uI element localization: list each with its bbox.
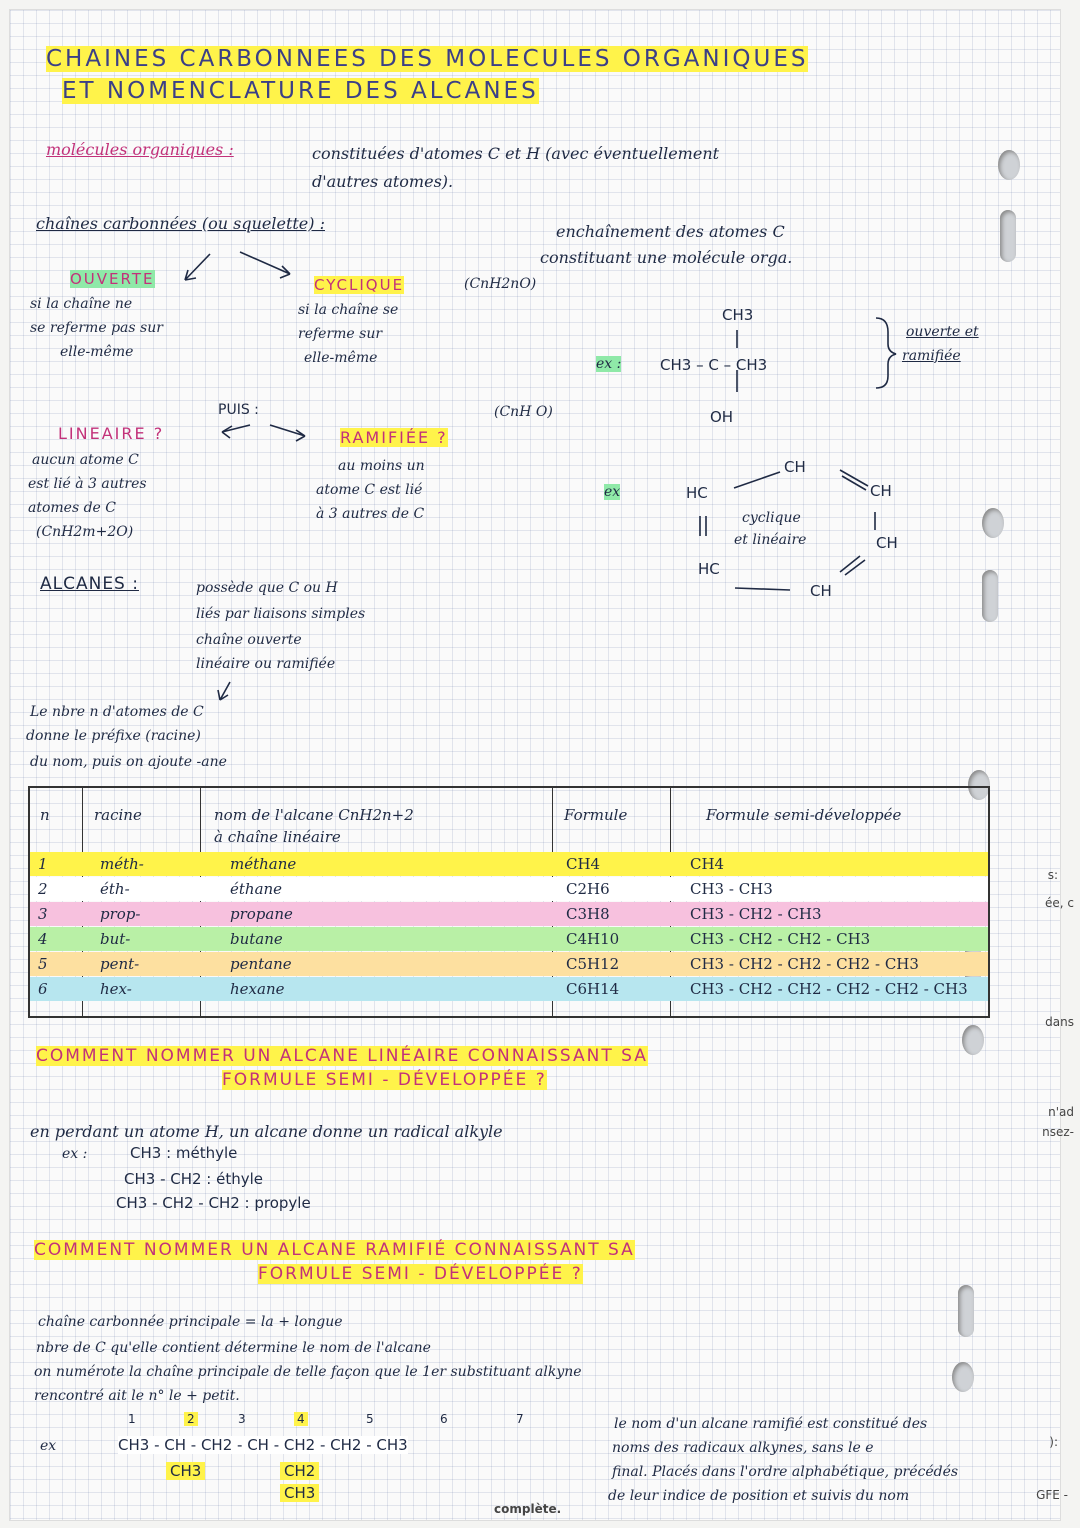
radical-ex: ex : <box>62 1146 88 1162</box>
row-semi: CH3 - CH2 - CH3 <box>690 905 822 923</box>
puis-label: PUIS : <box>218 402 259 418</box>
ex3-chain-text: CH3 - CH - CH2 - CH - CH2 - CH2 - CH3 <box>118 1436 408 1454</box>
alcanes-title: ALCANES : <box>40 574 139 594</box>
alkanes-table <box>28 786 990 1018</box>
q2-line-1: COMMENT NOMMER UN ALCANE RAMIFIÉ CONNAISSANT SA <box>34 1240 635 1260</box>
title-line-1: CHAINES CARBONNEES DES MOLECULES ORGANIQUES <box>46 46 809 72</box>
prefix-note-2: donne le préfixe (racine) <box>26 728 201 744</box>
table-row <box>30 852 988 876</box>
row-racine: hex- <box>100 980 132 998</box>
prefix-note-1: Le nbre n d'atomes de C <box>30 704 204 720</box>
org-text-1: constituées d'atomes C et H (avec éventuellement <box>312 144 720 163</box>
open-title <box>70 270 155 288</box>
ex3-num: 5 <box>366 1412 374 1426</box>
row-nom: hexane <box>230 980 285 998</box>
rule-3: on numérote la chaîne principale de telle façon que le 1er substituant alkyne <box>34 1364 582 1380</box>
ex2-note-2: et linéaire <box>734 532 807 548</box>
org-label: molécules organiques : <box>46 140 234 159</box>
row-n: 3 <box>38 905 48 923</box>
name-rule-1: le nom d'un alcane ramifié est constitué des <box>614 1416 928 1432</box>
footer-fragment: complète. <box>494 1502 562 1516</box>
ex2-note-1: cyclique <box>742 510 801 526</box>
row-racine: éth- <box>100 880 130 898</box>
org-text-2: d'autres atomes). <box>312 172 454 191</box>
alcanes-desc-3: chaîne ouverte <box>196 632 302 648</box>
rule-1: chaîne carbonnée principale = la + longue <box>38 1314 343 1330</box>
branched-title <box>340 428 448 447</box>
q1-title-2 <box>222 1070 547 1090</box>
row-semi: CH3 - CH2 - CH2 - CH3 <box>690 930 871 948</box>
row-formule: C4H10 <box>566 930 620 948</box>
row-n: 5 <box>38 955 48 973</box>
side-fragment: s: <box>1047 868 1058 882</box>
row-formule: CH4 <box>566 855 601 873</box>
cyclic-title-text: CYCLIQUE <box>314 276 405 294</box>
name-rule-4: de leur indice de position et suivis du nom <box>608 1488 910 1504</box>
ex3-num: 1 <box>128 1412 136 1426</box>
radical-item-1: CH3 : méthyle <box>130 1144 238 1162</box>
linear-desc-3: atomes de C <box>28 500 117 516</box>
table-row <box>30 902 988 926</box>
row-formule: C6H14 <box>566 980 620 998</box>
row-nom: méthane <box>230 855 297 873</box>
row-semi: CH3 - CH3 <box>690 880 773 898</box>
chains-text-2: constituant une molécule orga. <box>540 248 793 267</box>
side-fragment: nsez- <box>1042 1125 1074 1139</box>
th-formule: Formule <box>564 806 628 824</box>
ex1-bottom: OH <box>710 408 734 426</box>
table-row <box>30 952 988 976</box>
row-semi: CH3 - CH2 - CH2 - CH2 - CH2 - CH3 <box>690 980 968 998</box>
q2-line-2: FORMULE SEMI - DÉVELOPPÉE ? <box>258 1264 583 1284</box>
alcanes-desc-2: liés par liaisons simples <box>196 606 366 622</box>
row-racine: but- <box>100 930 131 948</box>
table-row <box>30 927 988 951</box>
row-n: 2 <box>38 880 48 898</box>
row-n: 4 <box>38 930 48 948</box>
side-fragment: GFE - <box>1036 1488 1068 1502</box>
row-nom: éthane <box>230 880 283 898</box>
q2-title-2 <box>258 1264 583 1284</box>
ex2-atom-bl: HC <box>698 560 720 578</box>
row-n: 1 <box>38 855 48 873</box>
row-formule: C5H12 <box>566 955 620 973</box>
row-racine: prop- <box>100 905 141 923</box>
rule-2: nbre de C qu'elle contient détermine le nom de l'alcane <box>36 1340 431 1356</box>
open-desc-2: se referme pas sur <box>30 320 163 336</box>
q1-line-1: COMMENT NOMMER UN ALCANE LINÉAIRE CONNAISSANT SA <box>36 1046 648 1066</box>
ex1-note-2: ramifiée <box>902 348 961 364</box>
linear-desc-1: aucun atome C <box>32 452 139 468</box>
row-n: 6 <box>38 980 48 998</box>
linear-desc-2: est lié à 3 autres <box>28 476 147 492</box>
alcanes-desc-4: linéaire ou ramifiée <box>196 656 336 672</box>
side-fragment: dans <box>1045 1015 1074 1029</box>
th-racine: racine <box>94 806 142 824</box>
ex1-top: CH3 <box>722 306 754 324</box>
ex2-atom-tl: HC <box>686 484 708 502</box>
row-semi: CH4 <box>690 855 725 873</box>
ex2-atom-top: CH <box>784 458 806 476</box>
ex1-note-1: ouverte et <box>906 324 979 340</box>
ex3-num: 6 <box>440 1412 448 1426</box>
row-nom: butane <box>230 930 283 948</box>
ex3-sub1: CH3 <box>166 1462 205 1480</box>
row-formule: C3H8 <box>566 905 610 923</box>
table-row <box>30 877 988 901</box>
ex3-num: 2 <box>184 1412 198 1426</box>
cyclic-desc-3: elle-même <box>304 350 378 366</box>
row-formule: C2H6 <box>566 880 610 898</box>
open-desc-3: elle-même <box>60 344 134 360</box>
radical-text: en perdant un atome H, un alcane donne un radical alkyle <box>30 1122 503 1141</box>
open-title-text: OUVERTE <box>70 270 155 288</box>
side-fragment: ée, c <box>1045 896 1074 910</box>
ex2-atom-bot: CH <box>810 582 832 600</box>
row-racine: pent- <box>100 955 140 973</box>
name-rule-2: noms des radicaux alkynes, sans le e <box>612 1440 874 1456</box>
cyclic-desc-1: si la chaîne se <box>298 302 399 318</box>
branched-desc-1: au moins un <box>338 458 425 474</box>
name-rule-3: final. Placés dans l'ordre alphabétique, précédés <box>612 1464 959 1480</box>
row-racine: méth- <box>100 855 144 873</box>
ex2-atom-tr: CH <box>870 482 892 500</box>
side-fragment: ): <box>1049 1435 1058 1449</box>
row-nom: propane <box>230 905 293 923</box>
q1-line-2: FORMULE SEMI - DÉVELOPPÉE ? <box>222 1070 547 1090</box>
q1-title-1 <box>36 1046 648 1066</box>
rule-4: rencontré ait le n° le + petit. <box>34 1388 240 1404</box>
ex2-atom-r: CH <box>876 534 898 552</box>
th-semi: Formule semi-développée <box>706 806 902 824</box>
th-n: n <box>40 806 50 824</box>
th-nom: nom de l'alcane CnH2n+2 <box>214 806 414 824</box>
branched-desc-3: à 3 autres de C <box>316 506 425 522</box>
radical-item-2: CH3 - CH2 : éthyle <box>124 1170 264 1188</box>
th-nom-2: à chaîne linéaire <box>214 828 341 846</box>
linear-desc-4: (CnH2m+2O) <box>36 524 134 540</box>
ex3-label: ex <box>40 1438 57 1454</box>
ex3-num: 4 <box>294 1412 308 1426</box>
cyclic-desc-2: referme sur <box>298 326 383 342</box>
cyclic-formula: (CnH2nO) <box>464 276 537 292</box>
branched-formula: (CnH O) <box>494 404 553 420</box>
branched-title-text: RAMIFIÉE ? <box>340 428 448 447</box>
table-row <box>30 977 988 1001</box>
chains-text-1: enchaînement des atomes C <box>556 222 785 241</box>
ex1-label: ex : <box>596 356 622 372</box>
ex3-num: 7 <box>516 1412 524 1426</box>
q2-title-1 <box>34 1240 635 1260</box>
ex3-sub2b: CH3 <box>280 1484 319 1502</box>
ex1-main: CH3 – C – CH3 <box>660 356 768 374</box>
ex2-label: ex <box>604 484 621 500</box>
branched-desc-2: atome C est lié <box>316 482 423 498</box>
alcanes-desc-1: possède que C ou H <box>196 580 338 596</box>
open-desc-1: si la chaîne ne <box>30 296 133 312</box>
row-semi: CH3 - CH2 - CH2 - CH2 - CH3 <box>690 955 919 973</box>
ex3-chain <box>118 1436 408 1454</box>
chains-label: chaînes carbonnées (ou squelette) : <box>36 214 325 233</box>
side-fragment: n'ad <box>1048 1105 1074 1119</box>
cyclic-title <box>314 276 404 294</box>
title-line-2: ET NOMENCLATURE DES ALCANES <box>62 78 539 104</box>
prefix-note-3: du nom, puis on ajoute -ane <box>30 754 227 770</box>
ex3-num: 3 <box>238 1412 246 1426</box>
row-nom: pentane <box>230 955 292 973</box>
linear-title: LINEAIRE ? <box>58 424 165 443</box>
ex3-sub2a: CH2 <box>280 1462 319 1480</box>
radical-item-3: CH3 - CH2 - CH2 : propyle <box>116 1194 311 1212</box>
